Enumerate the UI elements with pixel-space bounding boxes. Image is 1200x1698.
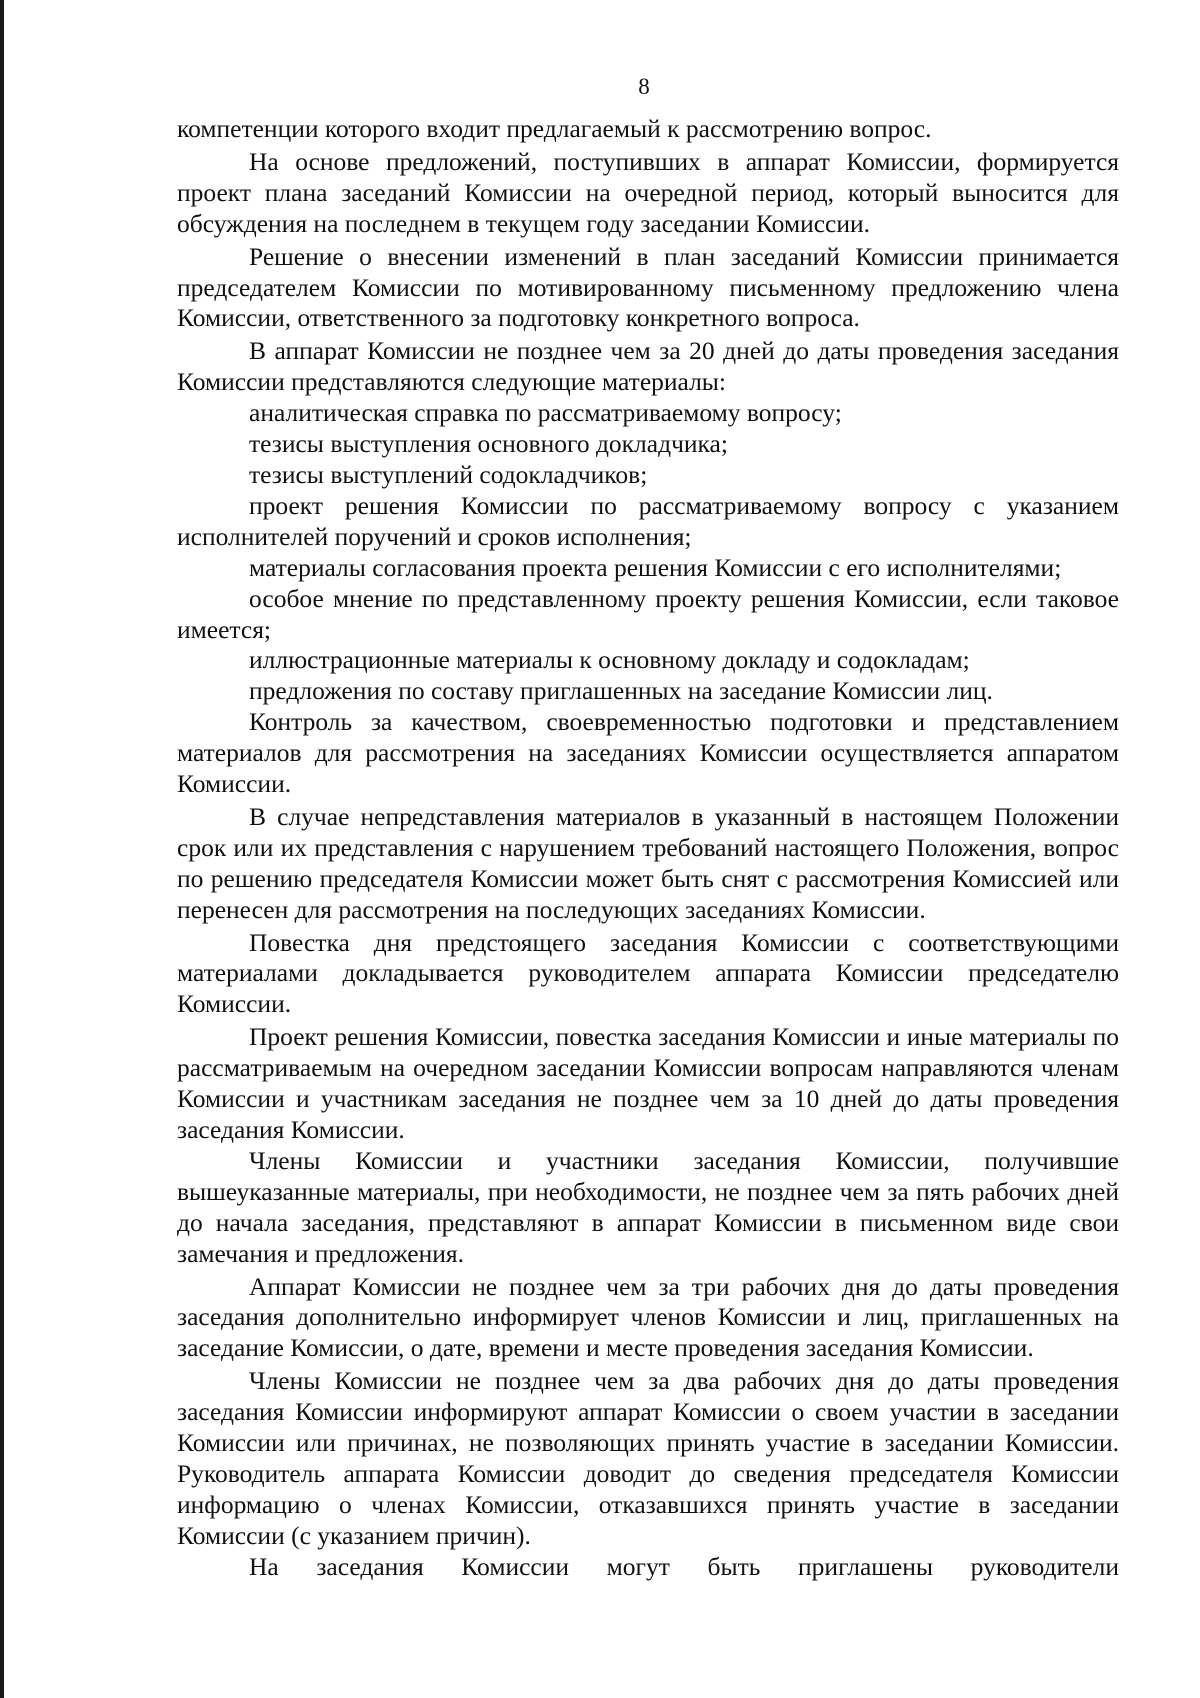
paragraph: В аппарат Комиссии не позднее чем за 20 дней до даты проведения заседания Комиссии представляются следующие материалы: (177, 336, 1119, 397)
paragraph: Проект решения Комиссии, повестка заседания Комиссии и иные материалы по рассматриваемым на очередном заседании Комиссии вопросам направляются членам Комиссии и участникам заседания не позднее чем за 10 дней до даты проведения заседания Комиссии. (177, 1022, 1119, 1144)
paragraph: Члены Комиссии не позднее чем за два рабочих дня до даты проведения заседания Комиссии информируют аппарат Комиссии о своем участии в заседании Комиссии или причинах, не позволяющих принять участие в заседании Комиссии. Руководитель аппарата Комиссии доводит до сведения председателя Комиссии информацию о членах Комиссии, отказавшихся принять участие в заседании Комиссии (с указанием причин). (177, 1366, 1119, 1550)
list-item: тезисы выступлений содокладчиков; (249, 459, 648, 489)
list-item: проект решения Комиссии по рассматриваемому вопросу с указанием исполнителей поручений и сроков исполнения; (177, 490, 1119, 551)
document-body (177, 114, 1119, 1583)
list-item: предложения по составу приглашенных на заседание Комиссии лиц. (249, 676, 993, 706)
list-item: иллюстрационные материалы к основному докладу и содокладам; (249, 645, 970, 675)
page-number: 8 (638, 74, 650, 99)
paragraph: В случае непредставления материалов в указанный в настоящем Положении срок или их представления с нарушением требований настоящего Положения, вопрос по решению председателя Комиссии может быть снят с рассмотрения Комиссией или перенесен для рассмотрения на последующих заседаниях Комиссии. (177, 801, 1119, 924)
paragraph: На заседания Комиссии могут быть приглашены руководители (249, 1551, 1119, 1581)
list-item: особое мнение по представленному проекту решения Комиссии, если таковое имеется; (177, 583, 1119, 644)
list-item: материалы согласования проекта решения Комиссии с его исполнителями; (249, 552, 1062, 582)
paragraph: Контроль за качеством, своевременностью подготовки и представлением материалов для рассмотрения на заседаниях Комиссии осуществляется аппаратом Комиссии. (177, 707, 1119, 799)
paragraph: На основе предложений, поступивших в аппарат Комиссии, формируется проект плана заседаний Комиссии на очередной период, который выносится для обсуждения на последнем в текущем году заседании Комиссии. (177, 146, 1119, 238)
paragraph: Повестка дня предстоящего заседания Комиссии с соответствующими материалами докладывается руководителем аппарата Комиссии председателю Комиссии. (177, 927, 1119, 1019)
paragraph: Члены Комиссии и участники заседания Комиссии, получившие вышеуказанные материалы, при необходимости, не позднее чем за пять рабочих дней до начала заседания, представляют в аппарат Комиссии в письменном виде свои замечания и предложения. (177, 1145, 1119, 1268)
paragraph: компетенции которого входит предлагаемый к рассмотрению вопрос. (177, 114, 932, 143)
paragraph: Решение о внесении изменений в план заседаний Комиссии принимается председателем Комиссии по мотивированному письменному предложению члена Комиссии, ответственного за подготовку конкретного вопроса. (177, 241, 1119, 333)
list-item: аналитическая справка по рассматриваемому вопросу; (249, 398, 842, 428)
list-item: тезисы выступления основного докладчика; (249, 429, 728, 459)
scan-edge (0, 0, 4, 1698)
paragraph: Аппарат Комиссии не позднее чем за три рабочих дня до даты проведения заседания дополнительно информирует членов Комиссии и лиц, приглашенных на заседание Комиссии, о дате, времени и месте проведения заседания Комиссии. (177, 1271, 1119, 1363)
